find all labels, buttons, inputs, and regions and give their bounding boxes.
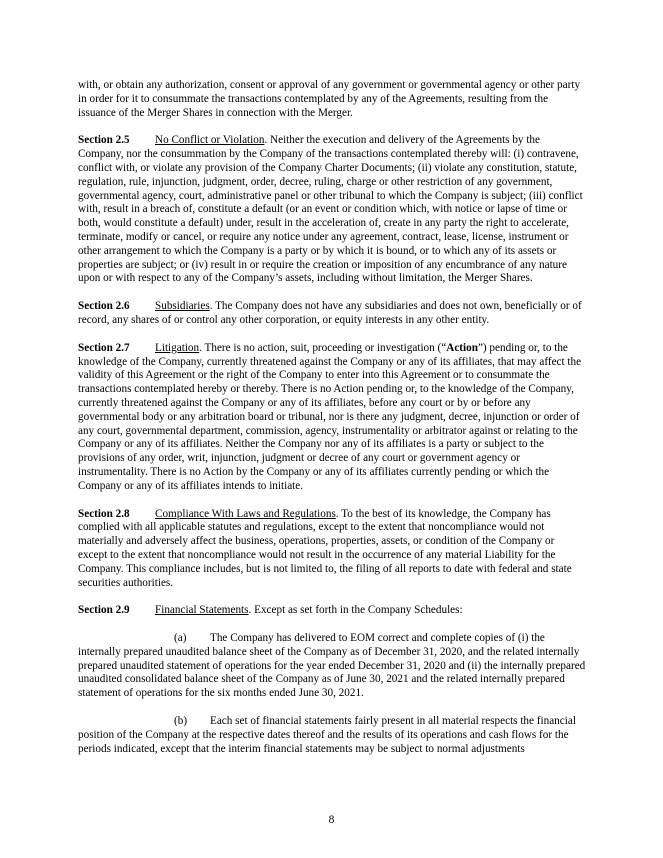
subsection-label: (b) (174, 715, 188, 728)
section-text: . Neither the execution and delivery of the Agreements by the Company, nor the consummation by the Company of the transactions contemplated thereby will: (i) contravene, conflict with, or violate any provision of the Company Charter Documents; (ii) violate any constitution, statute, regulation, rule, injunction, judgment, order, decree, ruling, charge or other restriction of any government, governmental agency, court, administrative panel or other tribunal to which the Company is subject; (iii) conflict with, result in a breach of, constitute a default (or an event or condition which, with notice or lapse of time or both, would constitute a default) under, result in the acceleration of, create in any party the right to accelerate, terminate, modify or cancel, or require any notice under any agreement, contract, lease, license, instrument or other arrangement to which the Company is a party or by which it is bound, or to which any of its assets or properties are subject; or (iv) result in or require the creation or imposition of any encumbrance of any nature upon or with respect to any of the Company’s assets, including without limitation, the Merger Shares. (78, 134, 583, 285)
section-2-8 (78, 508, 586, 591)
defined-term: Action (446, 341, 478, 354)
subsection-text: Each set of financial statements fairly present in all material respects the financial position of the Company at the respective dates thereof and the results of its operations and cash flows for the periods indicated, except that the interim financial statements may be subject to normal adjustments (78, 715, 576, 755)
section-title: Financial Statements (155, 604, 249, 617)
section-number: Section 2.6 (78, 300, 130, 313)
subsection-b (78, 715, 586, 756)
section-number: Section 2.9 (78, 604, 130, 617)
section-text: . The Company does not have any subsidiaries and does not own, beneficially or of record, any shares of or control any other corporation, or equity interests in any other entity. (78, 300, 582, 326)
page-body (78, 79, 586, 770)
section-text: . There is no action, suit, proceeding or investigation (“ (199, 341, 447, 354)
section-number: Section 2.5 (78, 134, 130, 147)
section-2-7 (78, 342, 586, 494)
section-number: Section 2.8 (78, 507, 130, 520)
section-title: Litigation (155, 341, 200, 354)
section-text: . To the best of its knowledge, the Company has complied with all applicable statutes and regulations, except to the extent that noncompliance would not materially and adversely affect the business, operations, properties, assets, or condition of the Company or except to the extent that noncompliance would not result in the occurrence of any material Liability for the Company. This compliance includes, but is not limited to, the filing of all reports to date with federal and state securities authorities. (78, 507, 572, 589)
subsection-a (78, 632, 586, 701)
intro-paragraph: with, or obtain any authorization, consent or approval of any government or governmental agency or other party in order for it to consummate the transactions contemplated by any of the Agreements, resulting from the issuance of the Merger Shares in connection with the Merger. (78, 79, 581, 119)
section-2-5 (78, 134, 586, 286)
section-number: Section 2.7 (78, 341, 130, 354)
subsection-text: The Company has delivered to EOM correct and complete copies of (i) the internally prepared unaudited balance sheet of the Company as of December 31, 2020, and the related internally prepared unaudited statement of operations for the year ended December 31, 2020 and (ii) the internally prepared unaudited consolidated balance sheet of the Company as of June 30, 2021 and the related internally prepared statement of operations for the six months ended June 30, 2021. (78, 632, 586, 700)
subsection-label: (a) (174, 632, 187, 645)
section-text-continued: ”) pending or, to the knowledge of the Company, currently threatened against the Company or any of its affiliates, that may affect the validity of this Agreement or the right of the Company to enter into this Agreement or to consummate the transactions contemplated hereby or thereby. There is no Action pending or, to the knowledge of the Company, currently threatened against the Company or any of its affiliates, before any court or by or before any governmental body or any arbitration board or tribunal, nor is there any judgment, decree, injunction or order of any court, governmental department, commission, agency, instrumentality or arbitrator against or relating to the Company or any of its affiliates. Neither the Company nor any of its affiliates is a party or subject to the provisions of any order, writ, injunction, judgment or decree of any court or government agency or instrumentality. There is no Action by the Company or any of its affiliates currently pending or which the Company or any of its affiliates intends to initiate. (78, 341, 582, 492)
section-2-9 (78, 604, 586, 618)
section-text: . Except as set forth in the Company Schedules: (248, 604, 463, 617)
page-number: 8 (328, 814, 335, 826)
section-title: Subsidiaries (155, 300, 210, 313)
section-title: No Conflict or Violation (155, 134, 265, 147)
section-title: Compliance With Laws and Regulations (155, 507, 336, 520)
section-2-6 (78, 300, 586, 328)
